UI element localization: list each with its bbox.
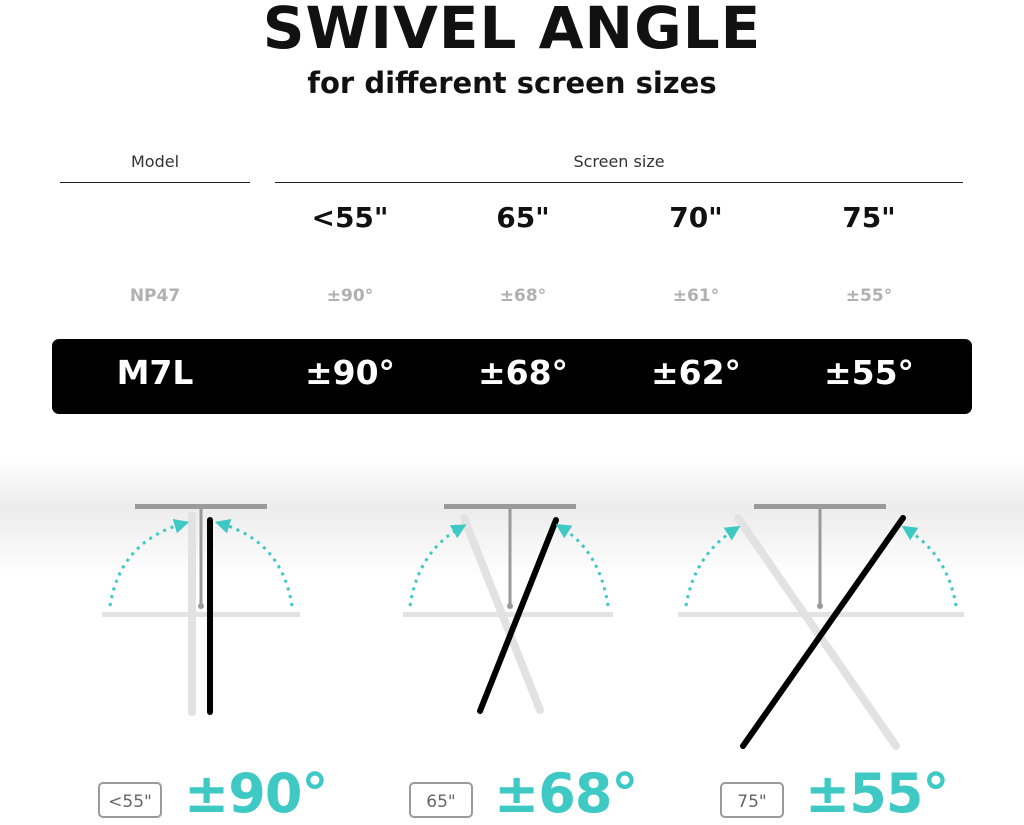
row-value: ±68° <box>477 353 569 392</box>
swivel-angle-value: ±68° <box>494 762 638 825</box>
row-value: ±55° <box>845 286 893 306</box>
size-badge: 75" <box>720 782 784 818</box>
size-heading-55: <55" <box>311 201 389 234</box>
model-header-rule <box>60 182 250 183</box>
swivel-diagrams <box>0 458 1024 758</box>
page-subtitle: for different screen sizes <box>307 66 717 100</box>
swivel-arrow-right <box>222 524 292 606</box>
row-value: ±62° <box>650 353 742 392</box>
screen-start-position <box>738 518 896 746</box>
screen-size-column-header: Screen size <box>573 152 665 171</box>
swivel-diagram-75 <box>678 504 964 746</box>
row-value: ±61° <box>672 286 720 306</box>
pivot-point <box>507 603 513 609</box>
row-model-name: NP47 <box>129 286 181 306</box>
swivel-arrow-left <box>410 528 460 606</box>
screen-size-header-rule <box>275 182 963 183</box>
floor-line <box>678 612 964 617</box>
row-value: ±90° <box>326 286 374 306</box>
floor-line <box>403 612 613 617</box>
swivel-arrow-left <box>686 530 734 606</box>
swivel-diagram-55 <box>102 504 300 712</box>
size-heading-70: 70" <box>669 201 723 234</box>
size-heading-65: 65" <box>496 201 550 234</box>
size-heading-75: 75" <box>842 201 896 234</box>
row-value: ±55° <box>823 353 915 392</box>
swivel-arrow-left <box>110 524 182 606</box>
model-column-header: Model <box>130 152 180 171</box>
swivel-angle-value: ±55° <box>805 762 949 825</box>
screen-swiveled-position <box>743 518 903 746</box>
swivel-arrow-right <box>908 530 956 606</box>
floor-line <box>102 612 300 617</box>
pivot-point <box>198 603 204 609</box>
pivot-point <box>817 603 823 609</box>
swivel-arrow-right <box>562 528 608 606</box>
row-value: ±68° <box>499 286 547 306</box>
row-model-name: M7L <box>116 353 194 392</box>
page-title: SWIVEL ANGLE <box>262 0 762 62</box>
swivel-angle-value: ±90° <box>184 762 328 825</box>
size-badge: 65" <box>409 782 473 818</box>
size-badge: <55" <box>98 782 162 818</box>
row-value: ±90° <box>304 353 396 392</box>
swivel-diagram-65 <box>403 504 613 711</box>
